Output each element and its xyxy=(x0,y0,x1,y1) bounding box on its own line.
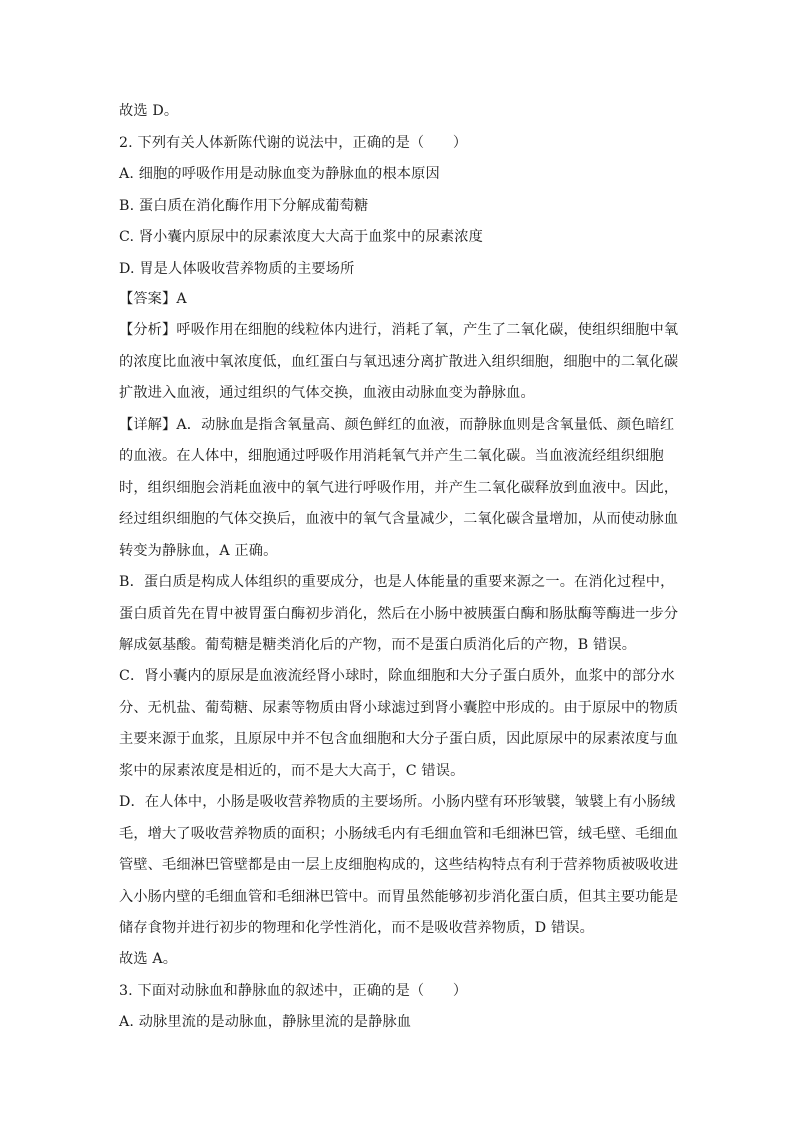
detail-line-1: 【详解】A．动脉血是指含氧量高、颜色鲜红的血液，而静脉血则是含氧量低、颜色暗红 xyxy=(119,417,675,433)
detail-b-line-3: 解成氨基酸。葡萄糖是糖类消化后的产物，而不是蛋白质消化后的产物，B 错误。 xyxy=(119,637,637,653)
detail-d-line-3: 管壁、毛细淋巴管壁都是由一层上皮细胞构成的，这些结构特点有利于营养物质被吸收进 xyxy=(119,857,679,873)
detail-b-line-1: B．蛋白质是构成人体组织的重要成分，也是人体能量的重要来源之一。在消化过程中， xyxy=(119,574,675,590)
detail-d-line-5: 储存食物并进行初步的物理和化学性消化，而不是吸收营养物质，D 错误。 xyxy=(119,920,594,936)
question-3-stem: 3. 下面对动脉血和静脉血的叙述中，正确的是（ ） xyxy=(119,983,468,999)
analysis-line-2: 的浓度比血液中氧浓度低，血红蛋白与氧迅速分离扩散进入组织细胞，细胞中的二氧化碳 xyxy=(119,354,679,370)
detail-d-line-1: D．在人体中，小肠是吸收营养物质的主要场所。小肠内壁有环形皱襞，皱襞上有小肠绒 xyxy=(119,794,676,810)
question-2-option-c: C. 肾小囊内原尿中的尿素浓度大大高于血浆中的尿素浓度 xyxy=(119,229,483,245)
detail-d-line-2: 毛，增大了吸收营养物质的面积；小肠绒毛内有毛细血管和毛细淋巴管，绒毛壁、毛细血 xyxy=(119,826,679,842)
answer-line: 【答案】A xyxy=(119,291,187,307)
detail-c-line-4: 浆中的尿素浓度是相近的，而不是大大高于，C 错误。 xyxy=(119,763,465,779)
detail-line-3: 时，组织细胞会消耗血液中的氧气进行呼吸作用，并产生二氧化碳释放到血液中。因此， xyxy=(119,480,679,496)
detail-line-5: 转变为静脉血，A 正确。 xyxy=(119,543,278,559)
detail-line-4: 经过组织细胞的气体交换后，血液中的氧气含量减少，二氧化碳含量增加，从而使动脉血 xyxy=(119,511,679,527)
analysis-line-1: 【分析】呼吸作用在细胞的线粒体内进行，消耗了氧，产生了二氧化碳，使组织细胞中氧 xyxy=(119,322,679,338)
text-line-conclusion-prev: 故选 D。 xyxy=(119,103,179,119)
conclusion-line: 故选 A。 xyxy=(119,951,178,967)
question-2-option-d: D. 胃是人体吸收营养物质的主要场所 xyxy=(119,261,355,277)
detail-c-line-3: 主要来源于血浆，且原尿中并不包含血细胞和大分子蛋白质，因此原尿中的尿素浓度与血 xyxy=(119,731,679,747)
detail-d-line-4: 入小肠内壁的毛细血管和毛细淋巴管中。而胃虽然能够初步消化蛋白质，但其主要功能是 xyxy=(119,889,679,905)
detail-c-line-2: 分、无机盐、葡萄糖、尿素等物质由肾小球滤过到肾小囊腔中形成的。由于原尿中的物质 xyxy=(119,700,679,716)
question-2-option-b: B. 蛋白质在消化酶作用下分解成葡萄糖 xyxy=(119,198,369,214)
detail-b-line-2: 蛋白质首先在胃中被胃蛋白酶初步消化，然后在小肠中被胰蛋白酶和肠肽酶等酶进一步分 xyxy=(119,606,679,622)
analysis-line-3: 扩散进入血液，通过组织的气体交换，血液由动脉血变为静脉血。 xyxy=(119,385,535,401)
detail-c-line-1: C．肾小囊内的原尿是血液流经肾小球时，除血细胞和大分子蛋白质外，血浆中的部分水 xyxy=(119,668,675,684)
question-2-stem: 2. 下列有关人体新陈代谢的说法中，正确的是（ ） xyxy=(119,135,468,151)
detail-line-2: 的血液。在人体中，细胞通过呼吸作用消耗氧气并产生二氧化碳。当血液流经组织细胞 xyxy=(119,448,664,464)
question-2-option-a: A. 细胞的呼吸作用是动脉血变为静脉血的根本原因 xyxy=(119,166,440,182)
question-3-option-a: A. 动脉里流的是动脉血，静脉里流的是静脉血 xyxy=(119,1014,412,1030)
